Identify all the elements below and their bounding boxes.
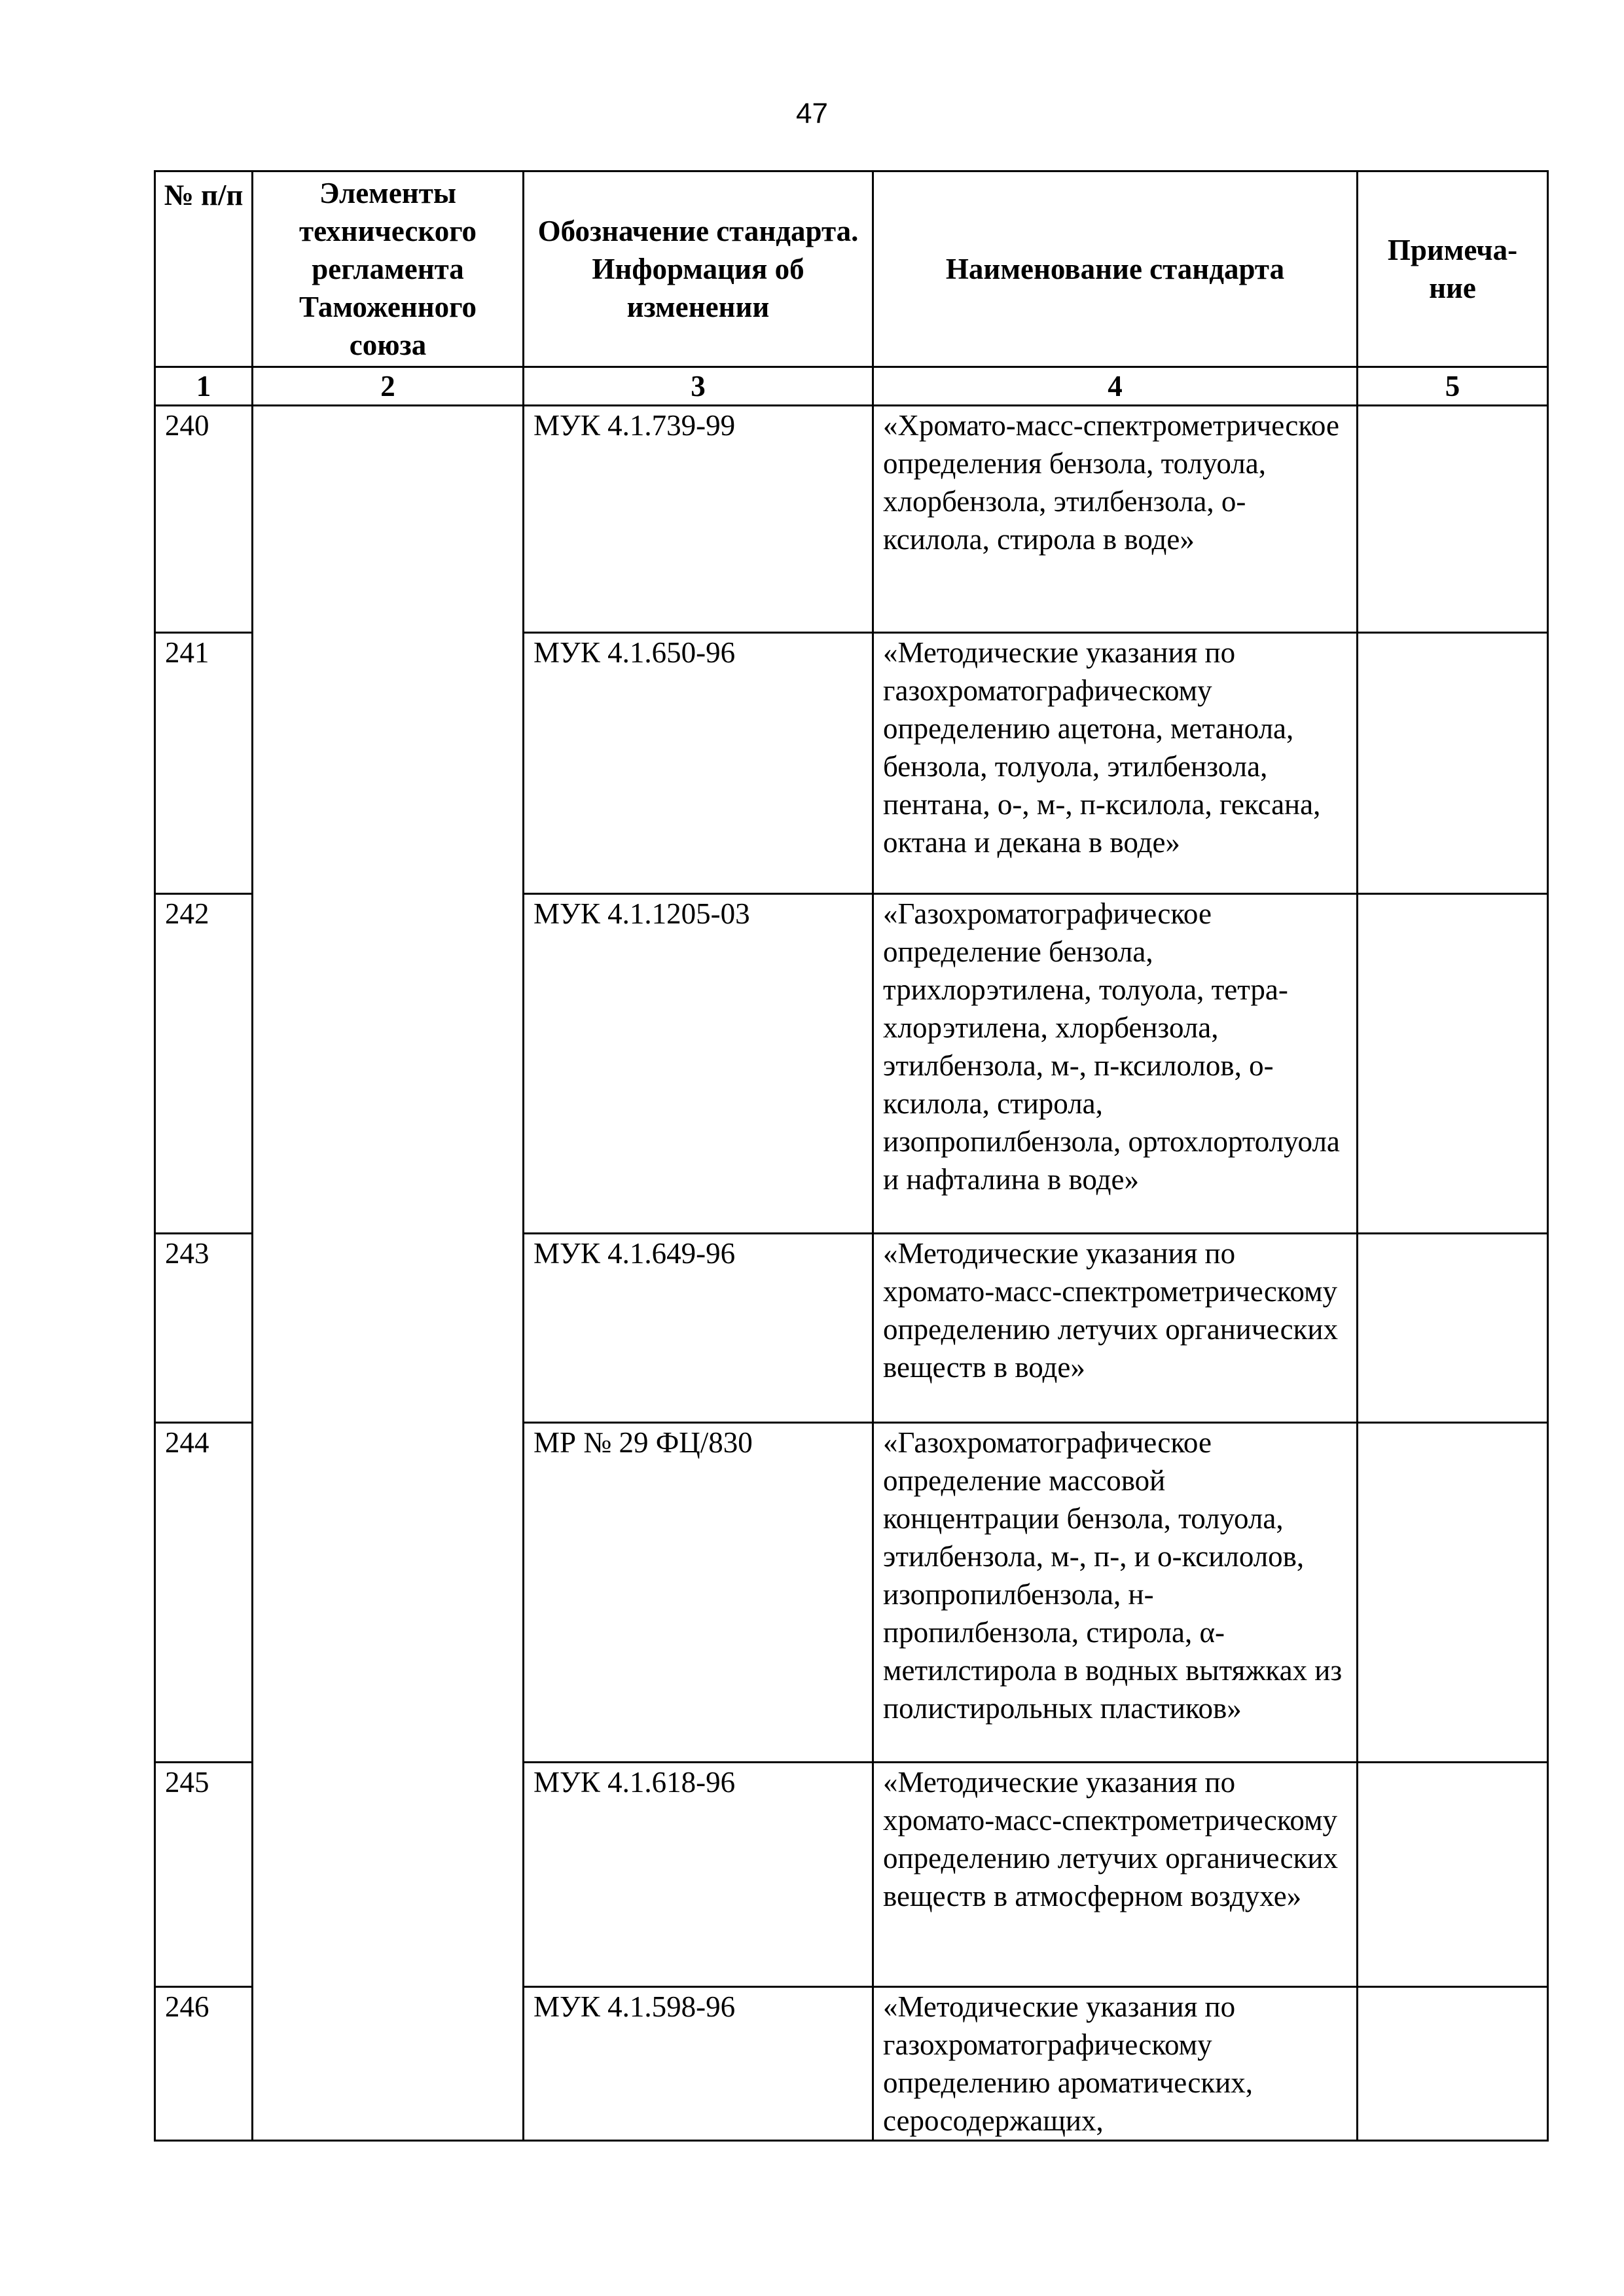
standards-table <box>154 170 1549 2142</box>
column-number: 5 <box>1358 367 1548 406</box>
standard-code: МУК 4.1.739-99 <box>524 406 873 633</box>
standard-code: МУК 4.1.598-96 <box>524 1987 873 2141</box>
standard-code: МУК 4.1.649-96 <box>524 1234 873 1423</box>
standard-note <box>1358 406 1548 633</box>
standard-note <box>1358 633 1548 894</box>
standard-code: МУК 4.1.650-96 <box>524 633 873 894</box>
regulation-element-cell <box>253 406 524 2141</box>
header-note: Примеча-ние <box>1358 171 1548 367</box>
row-number: 240 <box>155 406 253 633</box>
header-name: Наименование стандарта <box>873 171 1358 367</box>
header-num: № п/п <box>155 171 253 367</box>
standard-name: «Хромато-масс-спектрометрическое определения бензола, толуола, хлорбензола, этилбензола, о-ксилола, стирола в воде» <box>873 406 1358 633</box>
standard-code: МУК 4.1.618-96 <box>524 1763 873 1987</box>
row-number: 245 <box>155 1763 253 1987</box>
row-number: 243 <box>155 1234 253 1423</box>
column-number: 2 <box>253 367 524 406</box>
standard-name: «Методические указания по газохроматографическому определению ароматических, серосодержащих, <box>873 1987 1358 2141</box>
standard-code: МУК 4.1.1205-03 <box>524 894 873 1234</box>
standard-note <box>1358 1987 1548 2141</box>
column-number-row <box>155 367 1548 406</box>
standard-name: «Газохроматографическое определение массовой концентрации бензола, толуола, этилбензола, м-, п-, и о-ксилолов, изопропилбензола, н-пропилбензола, стирола, α-метилстирола в водных вытяжках из полистирольных пластиков» <box>873 1423 1358 1763</box>
standard-name: «Методические указания по газохроматографическому определению ацетона, метанола, бензола, толуола, этилбензола, пентана, о-, м-, п-ксилола, гексана, октана и декана в воде» <box>873 633 1358 894</box>
page-number: 47 <box>796 98 828 130</box>
row-number: 246 <box>155 1987 253 2141</box>
standard-note <box>1358 894 1548 1234</box>
header-code: Обозначение стандарта. Информация об изменении <box>524 171 873 367</box>
standard-note <box>1358 1234 1548 1423</box>
header-elements: Элементы технического регламента Таможенного союза <box>253 171 524 367</box>
standard-note <box>1358 1423 1548 1763</box>
header-row <box>155 171 1548 367</box>
row-number: 241 <box>155 633 253 894</box>
row-number: 244 <box>155 1423 253 1763</box>
row-number: 242 <box>155 894 253 1234</box>
standard-note <box>1358 1763 1548 1987</box>
table-row <box>155 406 1548 633</box>
column-number: 1 <box>155 367 253 406</box>
column-number: 3 <box>524 367 873 406</box>
standard-name: «Методические указания по хромато-масс-спектрометрическому определению летучих органических веществ в воде» <box>873 1234 1358 1423</box>
standard-name: «Методические указания по хромато-масс-спектрометрическому определению летучих органических веществ в атмосферном воздухе» <box>873 1763 1358 1987</box>
standard-name: «Газохроматографическое определение бензола, трихлорэтилена, толуола, тетра-хлорэтилена, хлорбензола, этилбензола, м-, п-ксилолов, о-ксилола, стирола, изопропилбензола, ортохлортолуола и нафталина в воде» <box>873 894 1358 1234</box>
standard-code: МР № 29 ФЦ/830 <box>524 1423 873 1763</box>
column-number: 4 <box>873 367 1358 406</box>
